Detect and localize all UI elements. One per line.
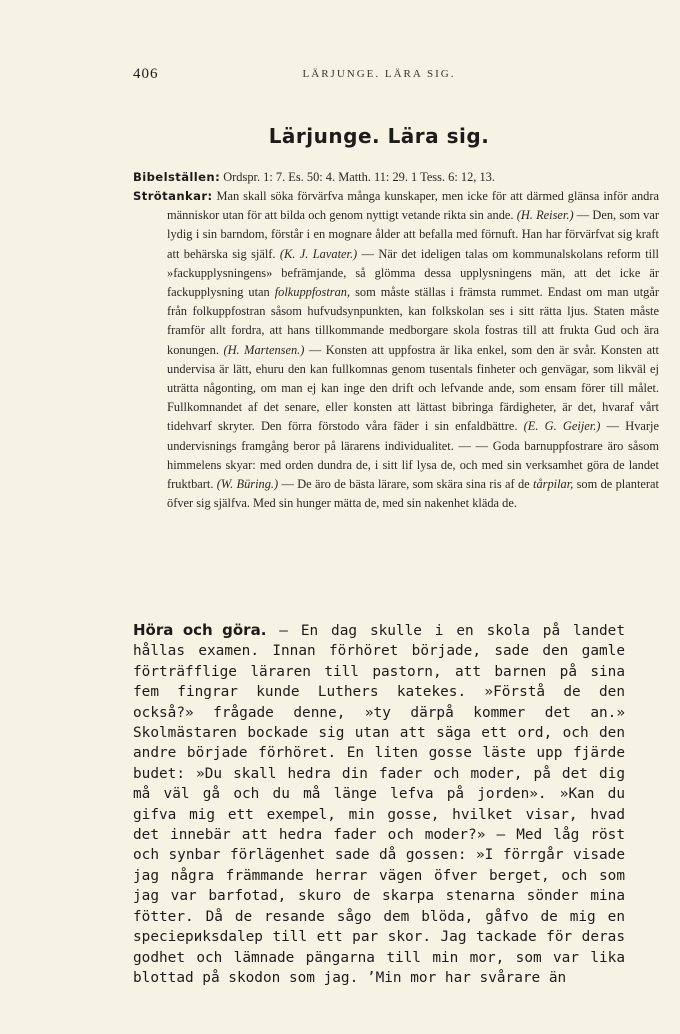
page-number: 406: [133, 66, 159, 82]
bible-text: Ordspr. 1: 7. Es. 50: 4. Matth. 11: 29. 1 Tess. 6: 12, 13.: [223, 170, 495, 184]
quote-text: — Den, som var lydig i sin barndom, förstår i en mognare ålder att befalla med förnuft. Han har förvärfvat sig kraft att behärska sig själf.: [167, 208, 659, 261]
quote-text: — Goda barnuppfostrare äro såsom himmelens skyar: med orden dundra de, i sitt lif lysa de, och med sin verksamhet göra de landet fruktbart.: [167, 438, 659, 492]
strotankar-label: Strötankar:: [133, 189, 213, 203]
quote-citation: (K. J. Lavater.): [279, 246, 358, 261]
quote-citation: (H. Martensen.): [223, 342, 305, 357]
emphasis-text: folkuppfostran,: [274, 285, 351, 300]
chapter-title: Lärjunge. Lära sig.: [268, 124, 490, 148]
strotankar-section: [133, 187, 659, 513]
story-text: — En dag skulle i en skola på landet hållas examen. Innan förhöret började, sade den gamle förträfflige läraren till pastorn, att barnen på sina fem fingrar kunde Luthers katekes. »Förstå de den också?» frågade denne, »ty därpå kommer det an.» Skolmästaren bockade sig utan att säga ett ord, och den andre började förhöret. En liten gosse läste upp fjärde budet: »Du skall hedra din fader och moder, på det dig må väl gå och du må länge lefva på jorden». »Kan du gifva mig ett exempel, min gosse, hvilket visar, hvad det innebär att hedra fader och moder?» — Med låg röst och synbar förlägenhet sade då gossen: »I förrgår visade jag några främmande herrar vägen öfver berget, och som jag var barfotad, skuro de skarpa stenarna sönder mina fötter. Då de resande sågo dem blöda, gåfvo de mig en speciериksdalер till ett par skor. Jag tackade för deras godhet och lämnade pängarna till min mor, som var lika blottad på skodon som jag. ’Min mor har svårare än: [133, 623, 625, 986]
story-heading: Höra och göra.: [133, 621, 267, 639]
story-section: [133, 620, 625, 988]
quote-text: som måste ställas i främsta rummet. Endast om man utgår från folkuppfostran såsom hufvudsynpunkten, kan folkskolan ses i sitt rätta ljus. Staten måste framför allt fordra, att hans tillkommande medborgare skola fostras till att frukta Gud och ära konungen.: [167, 285, 659, 357]
quote-citation: (W. Büring.): [216, 477, 279, 492]
running-header: [133, 66, 625, 86]
quote-text: Man skall söka förvärfva många kunskaper, men icke för att därmed glänsa inför andra människor utan för att bilda och genom nyttigt vetande rikta sin ande.: [167, 189, 659, 223]
quote-text: — Konsten att uppfostra är lika enkel, som den är svår. Konsten att undervisa är lätt, ehuru den kan fullkomnas genom tusentals finheter och genvägar, som likväl ej uträtta någonting, om man ej kan inge den drift och lefvande ande, som ensam förer till målet. Fullkomnandet af det senare, eller konsten att lättast bibringa färdigheter, är det, hvaraf vårt tidehvarf skryter. Den förra förstodo våra fäder i sin enfaldbättre.: [167, 342, 659, 434]
quote-text: som de planterat öfver sig själfva. Med sin hunger mätta de, med sin nakenhet kläda de.: [167, 477, 659, 511]
bible-label: Bibelställen:: [133, 170, 221, 184]
bible-references: [133, 168, 625, 187]
quote-citation: (H. Reiser.): [516, 208, 574, 223]
quote-text: — De äro de bästa lärare, som skära sina ris af de: [281, 477, 530, 492]
quote-text: — Hvarje undervisnings framgång beror på lärarens individualitet. —: [167, 419, 659, 453]
quote-citation: (E. G. Geijer.): [523, 419, 601, 434]
running-title: LÄRJUNGE. LÄRA SIG.: [302, 68, 456, 80]
emphasis-text: tårpilar,: [533, 477, 574, 492]
quote-text: — När det ideligen talas om kommunalskolans reform till »fackupplysningens» befrämjande, så glömma dessa upplysningens män, att det icke är fackupplysning utan: [167, 246, 659, 300]
